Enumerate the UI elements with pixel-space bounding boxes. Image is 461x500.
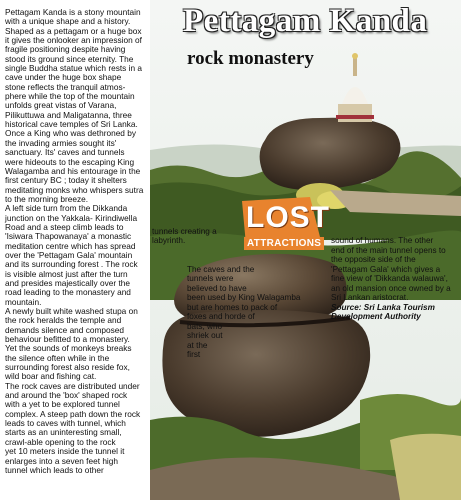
page-title: Pettagam Kanda [183,3,428,39]
article-right-text: sound of humans. The other end of the main tunnel opens to the opposite side of the 'Pettagam Gala' which gives a fine view of 'Dikkanda walauwa', an old mansion once owned by a Sri Lankan aristocrat. [331,236,451,303]
page-subtitle: rock monastery [187,48,314,69]
article-right-column [331,227,459,322]
article-source: Source: Sri Lanka Tourism Development Authority [331,302,435,322]
badge-lost-text: LOST [246,201,330,234]
article-middle-top: tunnels creating a labyrinth. [152,227,217,246]
badge-attractions-text: ATTRACTIONS [244,237,324,250]
article-left-column: Pettagam Kanda is a stony mountain with a unique shape and a history. Shaped as a pettagam or a huge box it gives the onlooker an impression of fragile positioning despite having stood its ground since eternity. The single Buddha statue which rests in a cave under the huge box shape stone reflects the tranquil atmos- phere while the top of the mountain unfolds great vistas of Varana, Pilikuttuwa and Maligatanna, three historical cave temples of Sri Lanka. Once a King who was dethroned by the invading armies sought its' sanctuary. Its' caves and tunnels were hideouts to the escaping King Walagamba and his entourage in the first century BC ; today it shelters meditating monks who whispers sutra to the morning breeze. A left side turn from the Dikkanda junction on the Yakkala- Kirindiwella Road and a steep climb leads to 'Isiwara Thapowanaya' a monastic meditation centre which has spread over the 'Pettagam Gala' mountain and its surrounding forest . The rock is visible almost just after the turn and presides majestically over the road leading to the monastery and mountain. A newly built white washed stupa on the rock heralds the temple and demands silence and composed behaviour befitted to a monastery. Yet the sounds of monkeys breaks the silence often while in the surrounding forest also reside fox, wild boar and fishing cat. The rock caves are distributed under and around the 'box' shaped rock with a yet to be explored tunnel complex. A steep path down the rock leads to caves with tunnel, which starts as an uninteresting small, crawl-able opening to the rock yet 10 meters inside the tunnel it enlarges into a seven feet high tunnel which leads to other [5,7,144,475]
article-middle-bottom: The caves and the tunnels were believed to have been used by King Walagamba but are homes to pack of foxes and horde of bats, who shriek out at the first [187,265,301,360]
